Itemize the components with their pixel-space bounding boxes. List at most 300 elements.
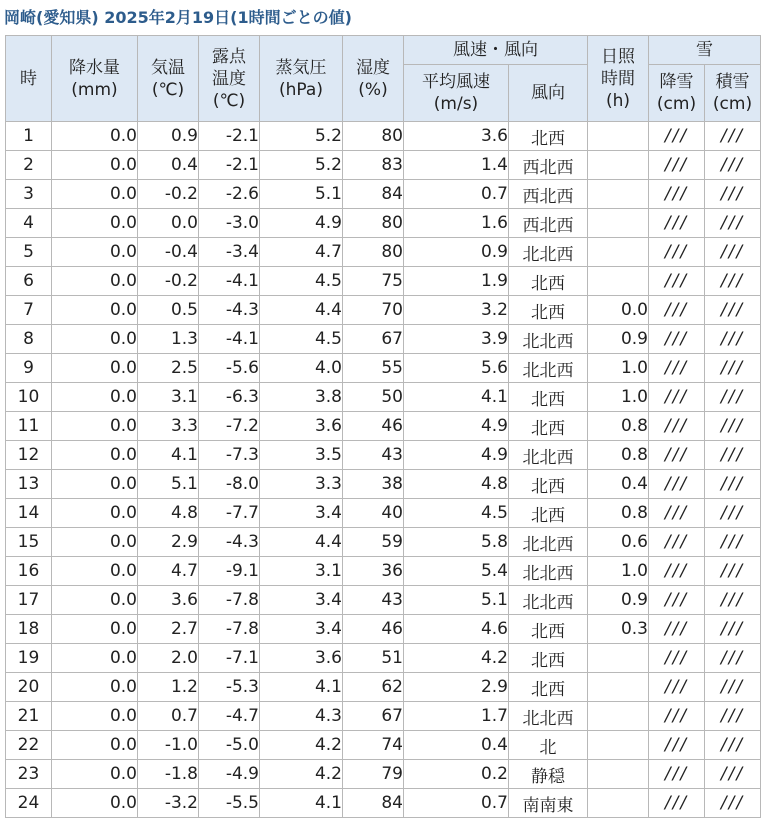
table-row (6, 499, 761, 528)
cell-humidity: 80 (343, 238, 404, 267)
cell-wind-speed: 4.1 (404, 383, 509, 412)
cell-wind-speed: 5.4 (404, 557, 509, 586)
header-precip: 降水量 (mm) (52, 36, 138, 122)
cell-humidity: 84 (343, 789, 404, 818)
cell-wind-speed: 4.2 (404, 644, 509, 673)
cell-wind-speed: 4.8 (404, 470, 509, 499)
cell-dew-point: -5.0 (199, 731, 260, 760)
cell-precipitation: 0.0 (52, 296, 138, 325)
cell-vapor-pressure: 4.2 (260, 731, 343, 760)
cell-sunshine (588, 151, 649, 180)
cell-snow-depth: /// (705, 615, 761, 644)
cell-vapor-pressure: 4.0 (260, 354, 343, 383)
cell-wind-direction: 北北西 (509, 586, 588, 615)
cell-snowfall: /// (649, 383, 705, 412)
cell-temperature: 2.9 (138, 528, 199, 557)
cell-precipitation: 0.0 (52, 499, 138, 528)
cell-sunshine (588, 731, 649, 760)
cell-wind-direction: 北西 (509, 470, 588, 499)
cell-wind-speed: 5.8 (404, 528, 509, 557)
cell-wind-direction: 北西 (509, 673, 588, 702)
cell-wind-speed: 3.9 (404, 325, 509, 354)
cell-sunshine: 1.0 (588, 557, 649, 586)
cell-temperature: 0.0 (138, 209, 199, 238)
cell-humidity: 36 (343, 557, 404, 586)
cell-sunshine: 0.8 (588, 441, 649, 470)
cell-precipitation: 0.0 (52, 615, 138, 644)
cell-precipitation: 0.0 (52, 209, 138, 238)
cell-wind-speed: 0.7 (404, 180, 509, 209)
table-row (6, 122, 761, 151)
cell-precipitation: 0.0 (52, 528, 138, 557)
cell-hour: 4 (6, 209, 52, 238)
cell-dew-point: -7.3 (199, 441, 260, 470)
cell-vapor-pressure: 3.5 (260, 441, 343, 470)
header-hour: 時 (6, 36, 52, 122)
cell-precipitation: 0.0 (52, 412, 138, 441)
cell-precipitation: 0.0 (52, 238, 138, 267)
cell-wind-speed: 3.2 (404, 296, 509, 325)
cell-sunshine (588, 673, 649, 702)
header-snow-group: 雪 (649, 36, 761, 65)
cell-precipitation: 0.0 (52, 151, 138, 180)
cell-vapor-pressure: 4.4 (260, 528, 343, 557)
cell-vapor-pressure: 3.4 (260, 615, 343, 644)
cell-humidity: 46 (343, 615, 404, 644)
cell-vapor-pressure: 3.4 (260, 499, 343, 528)
cell-precipitation: 0.0 (52, 325, 138, 354)
cell-snow-depth: /// (705, 731, 761, 760)
cell-humidity: 67 (343, 702, 404, 731)
cell-wind-direction: 北北西 (509, 528, 588, 557)
cell-sunshine: 0.4 (588, 470, 649, 499)
cell-hour: 1 (6, 122, 52, 151)
header-dew: 露点 温度 (℃) (199, 36, 260, 122)
cell-snow-depth: /// (705, 151, 761, 180)
cell-snowfall: /// (649, 731, 705, 760)
cell-snowfall: /// (649, 702, 705, 731)
cell-snowfall: /// (649, 528, 705, 557)
cell-vapor-pressure: 3.6 (260, 644, 343, 673)
cell-wind-direction: 北西 (509, 267, 588, 296)
cell-dew-point: -4.1 (199, 325, 260, 354)
cell-vapor-pressure: 3.4 (260, 586, 343, 615)
cell-humidity: 67 (343, 325, 404, 354)
cell-wind-speed: 4.9 (404, 412, 509, 441)
cell-wind-direction: 北北西 (509, 354, 588, 383)
cell-temperature: 1.2 (138, 673, 199, 702)
cell-temperature: 1.3 (138, 325, 199, 354)
cell-snowfall: /// (649, 673, 705, 702)
table-row (6, 644, 761, 673)
cell-precipitation: 0.0 (52, 673, 138, 702)
cell-wind-direction: 北西 (509, 122, 588, 151)
cell-dew-point: -2.1 (199, 151, 260, 180)
cell-temperature: 5.1 (138, 470, 199, 499)
cell-sunshine (588, 760, 649, 789)
cell-hour: 24 (6, 789, 52, 818)
cell-wind-direction: 北西 (509, 296, 588, 325)
cell-humidity: 43 (343, 586, 404, 615)
cell-precipitation: 0.0 (52, 267, 138, 296)
cell-hour: 5 (6, 238, 52, 267)
cell-sunshine: 0.8 (588, 499, 649, 528)
cell-temperature: -0.2 (138, 267, 199, 296)
cell-sunshine: 0.8 (588, 412, 649, 441)
cell-snow-depth: /// (705, 789, 761, 818)
cell-dew-point: -9.1 (199, 557, 260, 586)
cell-wind-speed: 1.4 (404, 151, 509, 180)
cell-snow-depth: /// (705, 412, 761, 441)
cell-snow-depth: /// (705, 325, 761, 354)
cell-snow-depth: /// (705, 122, 761, 151)
cell-temperature: 4.1 (138, 441, 199, 470)
cell-sunshine (588, 267, 649, 296)
cell-wind-speed: 4.5 (404, 499, 509, 528)
cell-sunshine (588, 209, 649, 238)
cell-humidity: 84 (343, 180, 404, 209)
cell-vapor-pressure: 3.8 (260, 383, 343, 412)
cell-vapor-pressure: 5.1 (260, 180, 343, 209)
cell-vapor-pressure: 4.5 (260, 267, 343, 296)
cell-snowfall: /// (649, 644, 705, 673)
cell-temperature: -1.8 (138, 760, 199, 789)
cell-wind-direction: 北北西 (509, 441, 588, 470)
cell-snowfall: /// (649, 151, 705, 180)
cell-hour: 2 (6, 151, 52, 180)
cell-vapor-pressure: 5.2 (260, 151, 343, 180)
cell-wind-direction: 西北西 (509, 151, 588, 180)
cell-snowfall: /// (649, 267, 705, 296)
cell-temperature: 2.0 (138, 644, 199, 673)
cell-snow-depth: /// (705, 586, 761, 615)
cell-hour: 13 (6, 470, 52, 499)
cell-temperature: -1.0 (138, 731, 199, 760)
cell-vapor-pressure: 4.9 (260, 209, 343, 238)
cell-sunshine: 0.9 (588, 586, 649, 615)
cell-vapor-pressure: 3.3 (260, 470, 343, 499)
cell-snow-depth: /// (705, 238, 761, 267)
cell-snow-depth: /// (705, 267, 761, 296)
cell-snow-depth: /// (705, 760, 761, 789)
cell-snowfall: /// (649, 325, 705, 354)
cell-temperature: 0.9 (138, 122, 199, 151)
header-sunshine: 日照 時間 (h) (588, 36, 649, 122)
cell-humidity: 79 (343, 760, 404, 789)
header-snow-depth: 積雪 (cm) (705, 65, 761, 122)
cell-sunshine (588, 644, 649, 673)
table-row (6, 296, 761, 325)
cell-sunshine (588, 789, 649, 818)
cell-precipitation: 0.0 (52, 702, 138, 731)
cell-vapor-pressure: 4.7 (260, 238, 343, 267)
cell-snow-depth: /// (705, 209, 761, 238)
cell-temperature: 0.7 (138, 702, 199, 731)
cell-dew-point: -4.1 (199, 267, 260, 296)
cell-dew-point: -7.7 (199, 499, 260, 528)
cell-hour: 9 (6, 354, 52, 383)
cell-snowfall: /// (649, 499, 705, 528)
header-temp: 気温 (℃) (138, 36, 199, 122)
cell-snowfall: /// (649, 180, 705, 209)
cell-sunshine: 0.6 (588, 528, 649, 557)
cell-snowfall: /// (649, 470, 705, 499)
cell-dew-point: -5.3 (199, 673, 260, 702)
table-row (6, 209, 761, 238)
cell-humidity: 46 (343, 412, 404, 441)
table-row (6, 238, 761, 267)
cell-snowfall: /// (649, 209, 705, 238)
cell-humidity: 62 (343, 673, 404, 702)
cell-sunshine: 0.9 (588, 325, 649, 354)
header-wind-group: 風速・風向 (404, 36, 588, 65)
cell-snow-depth: /// (705, 180, 761, 209)
cell-dew-point: -2.1 (199, 122, 260, 151)
cell-wind-speed: 1.9 (404, 267, 509, 296)
cell-humidity: 55 (343, 354, 404, 383)
cell-temperature: 2.7 (138, 615, 199, 644)
cell-precipitation: 0.0 (52, 354, 138, 383)
cell-temperature: 3.3 (138, 412, 199, 441)
cell-hour: 11 (6, 412, 52, 441)
cell-temperature: 3.6 (138, 586, 199, 615)
cell-wind-speed: 0.4 (404, 731, 509, 760)
cell-precipitation: 0.0 (52, 731, 138, 760)
cell-precipitation: 0.0 (52, 470, 138, 499)
cell-snowfall: /// (649, 441, 705, 470)
cell-wind-speed: 5.6 (404, 354, 509, 383)
cell-precipitation: 0.0 (52, 383, 138, 412)
table-row (6, 760, 761, 789)
page-title: 岡崎(愛知県) 2025年2月19日(1時間ごとの値) (4, 8, 352, 27)
cell-wind-direction: 北北西 (509, 557, 588, 586)
cell-hour: 23 (6, 760, 52, 789)
cell-temperature: 4.8 (138, 499, 199, 528)
cell-humidity: 83 (343, 151, 404, 180)
cell-wind-direction: 北北西 (509, 702, 588, 731)
cell-temperature: -3.2 (138, 789, 199, 818)
cell-hour: 6 (6, 267, 52, 296)
cell-snowfall: /// (649, 557, 705, 586)
cell-precipitation: 0.0 (52, 644, 138, 673)
cell-sunshine: 1.0 (588, 354, 649, 383)
cell-humidity: 80 (343, 122, 404, 151)
table-row (6, 412, 761, 441)
cell-temperature: 0.5 (138, 296, 199, 325)
cell-hour: 22 (6, 731, 52, 760)
cell-hour: 15 (6, 528, 52, 557)
table-row (6, 441, 761, 470)
cell-precipitation: 0.0 (52, 789, 138, 818)
cell-hour: 7 (6, 296, 52, 325)
cell-temperature: 0.4 (138, 151, 199, 180)
cell-wind-speed: 2.9 (404, 673, 509, 702)
cell-hour: 19 (6, 644, 52, 673)
cell-wind-direction: 北北西 (509, 238, 588, 267)
cell-dew-point: -7.2 (199, 412, 260, 441)
cell-snowfall: /// (649, 615, 705, 644)
cell-humidity: 43 (343, 441, 404, 470)
cell-wind-direction: 北西 (509, 412, 588, 441)
cell-humidity: 40 (343, 499, 404, 528)
cell-precipitation: 0.0 (52, 586, 138, 615)
cell-vapor-pressure: 4.1 (260, 789, 343, 818)
header-humidity: 湿度 (%) (343, 36, 404, 122)
table-row (6, 557, 761, 586)
cell-hour: 18 (6, 615, 52, 644)
cell-wind-direction: 北西 (509, 499, 588, 528)
hourly-observation-table (5, 35, 761, 818)
cell-dew-point: -4.3 (199, 528, 260, 557)
cell-snow-depth: /// (705, 441, 761, 470)
cell-hour: 8 (6, 325, 52, 354)
cell-wind-direction: 西北西 (509, 180, 588, 209)
table-row (6, 383, 761, 412)
cell-humidity: 50 (343, 383, 404, 412)
cell-vapor-pressure: 4.2 (260, 760, 343, 789)
cell-wind-direction: 北西 (509, 644, 588, 673)
cell-wind-direction: 北西 (509, 383, 588, 412)
cell-snow-depth: /// (705, 673, 761, 702)
cell-snowfall: /// (649, 412, 705, 441)
cell-temperature: -0.4 (138, 238, 199, 267)
cell-dew-point: -6.3 (199, 383, 260, 412)
cell-snow-depth: /// (705, 499, 761, 528)
cell-wind-speed: 1.6 (404, 209, 509, 238)
cell-wind-speed: 1.7 (404, 702, 509, 731)
cell-snow-depth: /// (705, 354, 761, 383)
cell-snow-depth: /// (705, 528, 761, 557)
cell-vapor-pressure: 5.2 (260, 122, 343, 151)
cell-hour: 10 (6, 383, 52, 412)
cell-snowfall: /// (649, 122, 705, 151)
table-row (6, 702, 761, 731)
table-row (6, 325, 761, 354)
cell-dew-point: -3.4 (199, 238, 260, 267)
cell-wind-speed: 0.2 (404, 760, 509, 789)
cell-humidity: 80 (343, 209, 404, 238)
cell-dew-point: -7.8 (199, 586, 260, 615)
cell-snow-depth: /// (705, 470, 761, 499)
cell-vapor-pressure: 4.1 (260, 673, 343, 702)
cell-snowfall: /// (649, 586, 705, 615)
cell-wind-direction: 西北西 (509, 209, 588, 238)
cell-vapor-pressure: 3.1 (260, 557, 343, 586)
cell-humidity: 70 (343, 296, 404, 325)
cell-humidity: 75 (343, 267, 404, 296)
cell-hour: 14 (6, 499, 52, 528)
cell-hour: 21 (6, 702, 52, 731)
table-row (6, 615, 761, 644)
cell-snowfall: /// (649, 238, 705, 267)
cell-precipitation: 0.0 (52, 441, 138, 470)
cell-wind-direction: 北 (509, 731, 588, 760)
cell-precipitation: 0.0 (52, 122, 138, 151)
cell-snow-depth: /// (705, 702, 761, 731)
cell-hour: 20 (6, 673, 52, 702)
cell-snow-depth: /// (705, 644, 761, 673)
cell-humidity: 74 (343, 731, 404, 760)
table-row (6, 267, 761, 296)
cell-dew-point: -4.3 (199, 296, 260, 325)
cell-snow-depth: /// (705, 383, 761, 412)
cell-vapor-pressure: 4.5 (260, 325, 343, 354)
cell-wind-speed: 0.9 (404, 238, 509, 267)
table-row (6, 731, 761, 760)
cell-temperature: 3.1 (138, 383, 199, 412)
header-wind-speed: 平均風速 (m/s) (404, 65, 509, 122)
cell-dew-point: -5.5 (199, 789, 260, 818)
cell-snowfall: /// (649, 760, 705, 789)
cell-sunshine (588, 702, 649, 731)
cell-wind-direction: 南南東 (509, 789, 588, 818)
cell-dew-point: -3.0 (199, 209, 260, 238)
cell-hour: 12 (6, 441, 52, 470)
cell-humidity: 38 (343, 470, 404, 499)
cell-dew-point: -7.8 (199, 615, 260, 644)
cell-wind-direction: 北西 (509, 615, 588, 644)
header-snowfall: 降雪 (cm) (649, 65, 705, 122)
cell-temperature: 4.7 (138, 557, 199, 586)
table-row (6, 354, 761, 383)
cell-sunshine: 0.3 (588, 615, 649, 644)
cell-vapor-pressure: 4.3 (260, 702, 343, 731)
cell-wind-direction: 静穏 (509, 760, 588, 789)
cell-wind-speed: 4.6 (404, 615, 509, 644)
table-row (6, 586, 761, 615)
header-vapor: 蒸気圧 (hPa) (260, 36, 343, 122)
cell-vapor-pressure: 3.6 (260, 412, 343, 441)
cell-snowfall: /// (649, 354, 705, 383)
cell-wind-speed: 0.7 (404, 789, 509, 818)
cell-dew-point: -5.6 (199, 354, 260, 383)
cell-sunshine (588, 122, 649, 151)
cell-precipitation: 0.0 (52, 557, 138, 586)
cell-snowfall: /// (649, 296, 705, 325)
cell-sunshine: 1.0 (588, 383, 649, 412)
cell-snowfall: /// (649, 789, 705, 818)
cell-sunshine: 0.0 (588, 296, 649, 325)
cell-precipitation: 0.0 (52, 180, 138, 209)
cell-hour: 16 (6, 557, 52, 586)
cell-dew-point: -4.9 (199, 760, 260, 789)
cell-dew-point: -8.0 (199, 470, 260, 499)
cell-snow-depth: /// (705, 557, 761, 586)
cell-sunshine (588, 238, 649, 267)
cell-wind-direction: 北北西 (509, 325, 588, 354)
cell-snow-depth: /// (705, 296, 761, 325)
cell-dew-point: -2.6 (199, 180, 260, 209)
table-row (6, 470, 761, 499)
cell-wind-speed: 5.1 (404, 586, 509, 615)
cell-wind-speed: 3.6 (404, 122, 509, 151)
cell-temperature: 2.5 (138, 354, 199, 383)
table-row (6, 180, 761, 209)
cell-sunshine (588, 180, 649, 209)
cell-humidity: 51 (343, 644, 404, 673)
cell-humidity: 59 (343, 528, 404, 557)
table-row (6, 789, 761, 818)
cell-hour: 17 (6, 586, 52, 615)
cell-wind-speed: 4.9 (404, 441, 509, 470)
cell-temperature: -0.2 (138, 180, 199, 209)
table-row (6, 673, 761, 702)
cell-hour: 3 (6, 180, 52, 209)
table-row (6, 151, 761, 180)
cell-dew-point: -7.1 (199, 644, 260, 673)
table-row (6, 528, 761, 557)
cell-vapor-pressure: 4.4 (260, 296, 343, 325)
